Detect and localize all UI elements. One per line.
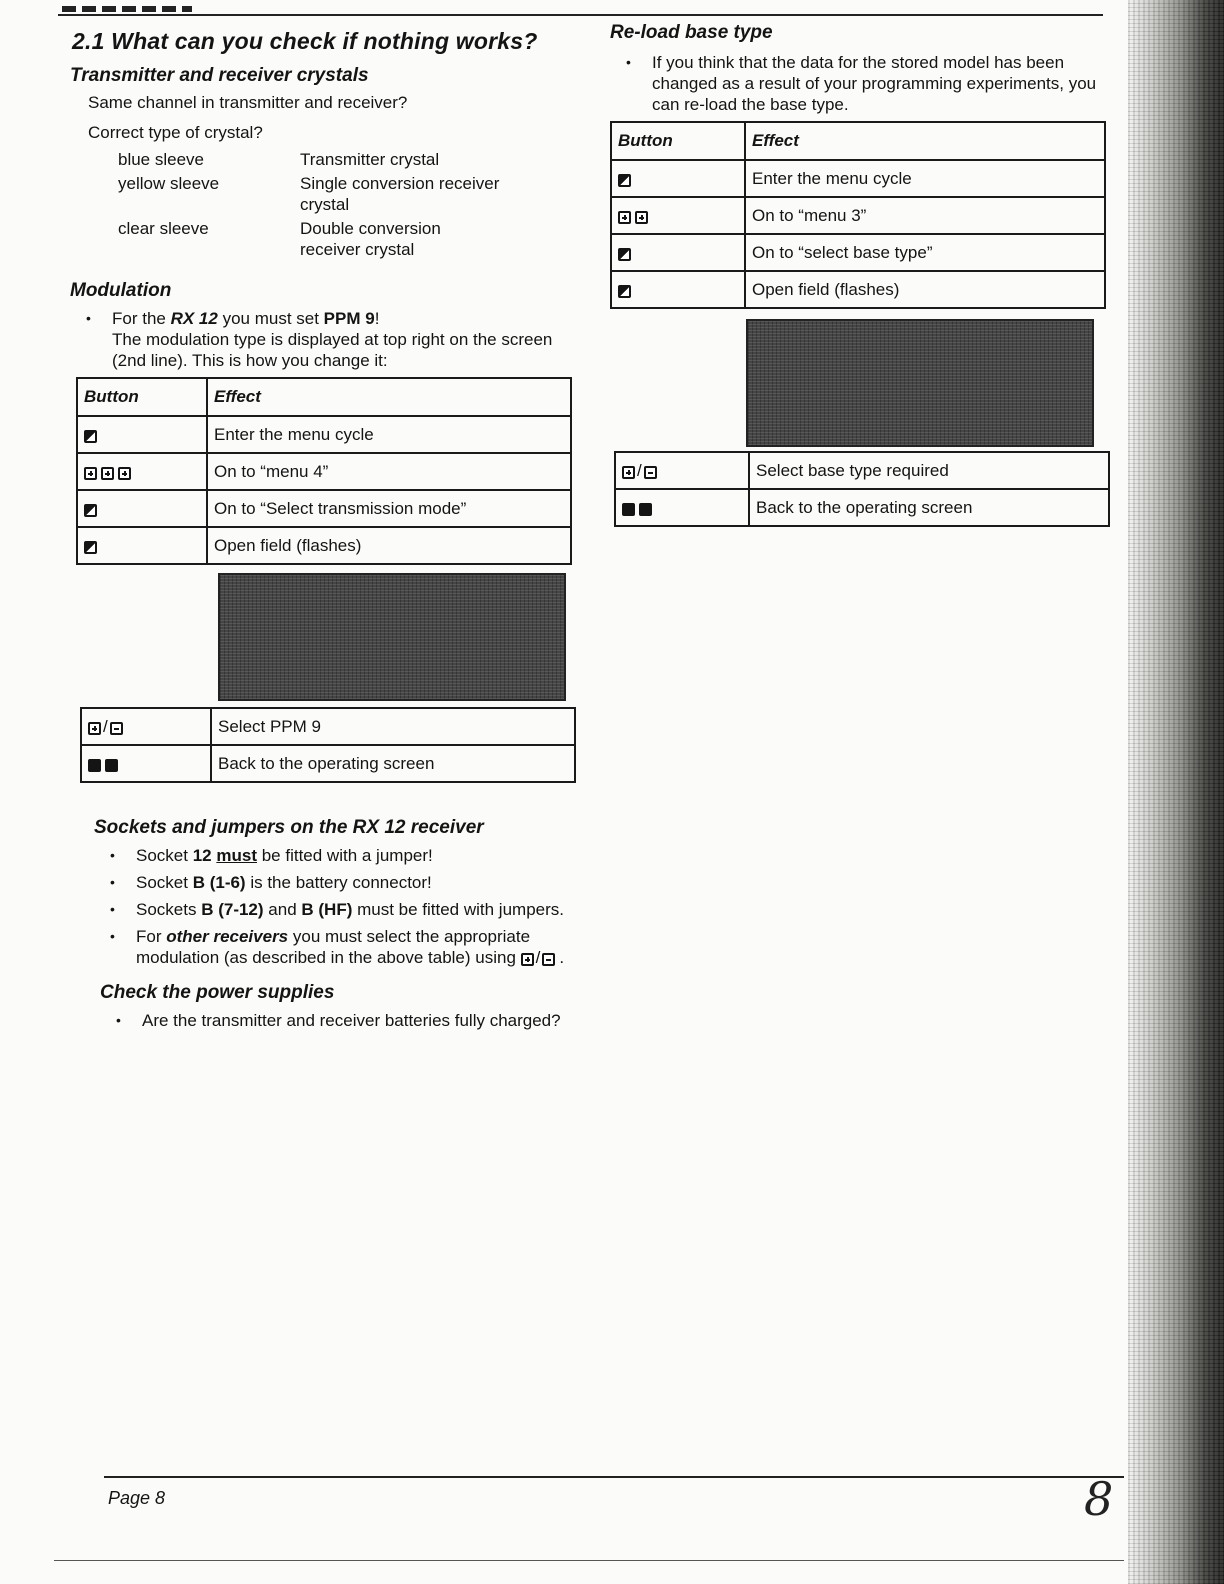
table-header-row [611,122,1105,160]
scan-edge [1128,0,1224,1584]
reload-table [610,121,1106,309]
page-number: Page 8 [108,1488,166,1508]
plus-key-icon [84,467,97,480]
footer-rule [104,1476,1124,1478]
minus-key-icon [110,722,123,735]
table-row [611,197,1105,234]
table-row [77,490,571,527]
sockets-bullet: • Sockets B (7-12) and B (HF) must be fitted with jumpers. [94,899,590,920]
crystal-sleeve: blue sleeve [118,150,205,169]
crystal-type: Single conversion receiver crystal [300,174,500,214]
button-cell [615,489,749,526]
effect-cell: Select base type required [749,452,1109,489]
reload-bullets [610,52,1108,115]
bottom-rule [54,1560,1124,1561]
table-row [77,416,571,453]
table-row [77,527,571,564]
minus-key-icon [644,466,657,479]
reload-after-table [614,451,1110,527]
crystal-row [118,149,590,170]
m-key-icon [639,503,652,516]
table-row [81,708,575,745]
effect-cell: Select PPM 9 [211,708,575,745]
left-column [70,28,590,1037]
power-bullets [100,1010,590,1031]
power-heading: Check the power supplies [100,982,335,1003]
lcd-screen-image [218,573,566,701]
button-cell [77,527,207,564]
col-button-header: Button [611,122,745,160]
effect-cell: Enter the menu cycle [745,160,1105,197]
crystal-type: Transmitter crystal [300,150,440,169]
effect-cell: Enter the menu cycle [207,416,571,453]
sockets-bullet: • Socket B (1-6) is the battery connector! [94,872,590,893]
crystal-row [118,218,590,260]
enter-key-icon [84,504,97,517]
sockets-bullet: • Socket 12 must be fitted with a jumper! [94,845,590,866]
enter-key-icon [618,248,631,261]
table-row [77,453,571,490]
enter-key-icon [84,541,97,554]
crystals-question-2: Correct type of crystal? [88,123,263,142]
crystal-sleeve: yellow sleeve [118,174,220,193]
col-effect-header: Effect [207,378,571,416]
table-header-row [77,378,571,416]
modulation-after-table [80,707,576,783]
table-row [615,489,1109,526]
header-mark [62,6,192,12]
button-cell [611,234,745,271]
reload-bullet: • If you think that the data for the stored model has been changed as a result of your programming experiments, you can re-load the base type. [610,52,1108,115]
header-rule [58,14,1103,16]
modulation-heading: Modulation [70,280,172,301]
plus-key-icon [118,467,131,480]
sockets-heading: Sockets and jumpers on the RX 12 receiver [94,817,484,838]
crystal-sleeve: clear sleeve [118,219,209,238]
effect-cell: Open field (flashes) [207,527,571,564]
button-cell [77,416,207,453]
plus-key-icon [622,466,635,479]
enter-key-icon [618,285,631,298]
crystal-row [118,173,590,215]
modulation-bullets [70,308,590,371]
table-row [611,160,1105,197]
button-cell: / [615,452,749,489]
effect-cell: On to “menu 3” [745,197,1105,234]
crystals-heading: Transmitter and receiver crystals [70,65,369,86]
button-cell [611,160,745,197]
plus-key-icon [88,722,101,735]
sockets-bullets [94,845,590,968]
right-column [610,22,1108,527]
m-key-icon [105,759,118,772]
enter-key-icon [84,430,97,443]
table-row [611,234,1105,271]
effect-cell: On to “select base type” [745,234,1105,271]
modulation-bullet: • For the RX 12 you must set PPM 9! The modulation type is displayed at top right on the screen (2nd line). This is how you change it: [70,308,590,371]
effect-cell: On to “menu 4” [207,453,571,490]
page-title: 2.1 What can you check if nothing works? [72,28,538,54]
m-key-icon [622,503,635,516]
plus-key-icon [101,467,114,480]
col-effect-header: Effect [745,122,1105,160]
handwritten-page-number: 8 [1084,1472,1114,1526]
table-row [81,745,575,782]
effect-cell: Back to the operating screen [211,745,575,782]
col-button-header: Button [77,378,207,416]
button-cell [611,271,745,308]
minus-key-icon [542,953,555,966]
crystal-type: Double conversion receiver crystal [300,219,441,259]
button-cell [81,745,211,782]
table-row [615,452,1109,489]
button-cell [77,490,207,527]
plus-key-icon [618,211,631,224]
power-bullet: • Are the transmitter and receiver batteries fully charged? [100,1010,590,1031]
button-cell [77,453,207,490]
modulation-table [76,377,572,565]
button-cell: / [81,708,211,745]
enter-key-icon [618,174,631,187]
plus-key-icon [521,953,534,966]
effect-cell: On to “Select transmission mode” [207,490,571,527]
plus-key-icon [635,211,648,224]
button-cell [611,197,745,234]
m-key-icon [88,759,101,772]
lcd-screen-image [746,319,1094,447]
table-row [611,271,1105,308]
effect-cell: Open field (flashes) [745,271,1105,308]
sockets-bullet: • For other receivers you must select the appropriate modulation (as described in the above table) using / . [94,926,590,968]
crystals-question-1: Same channel in transmitter and receiver? [88,93,408,112]
effect-cell: Back to the operating screen [749,489,1109,526]
reload-heading: Re-load base type [610,22,773,43]
